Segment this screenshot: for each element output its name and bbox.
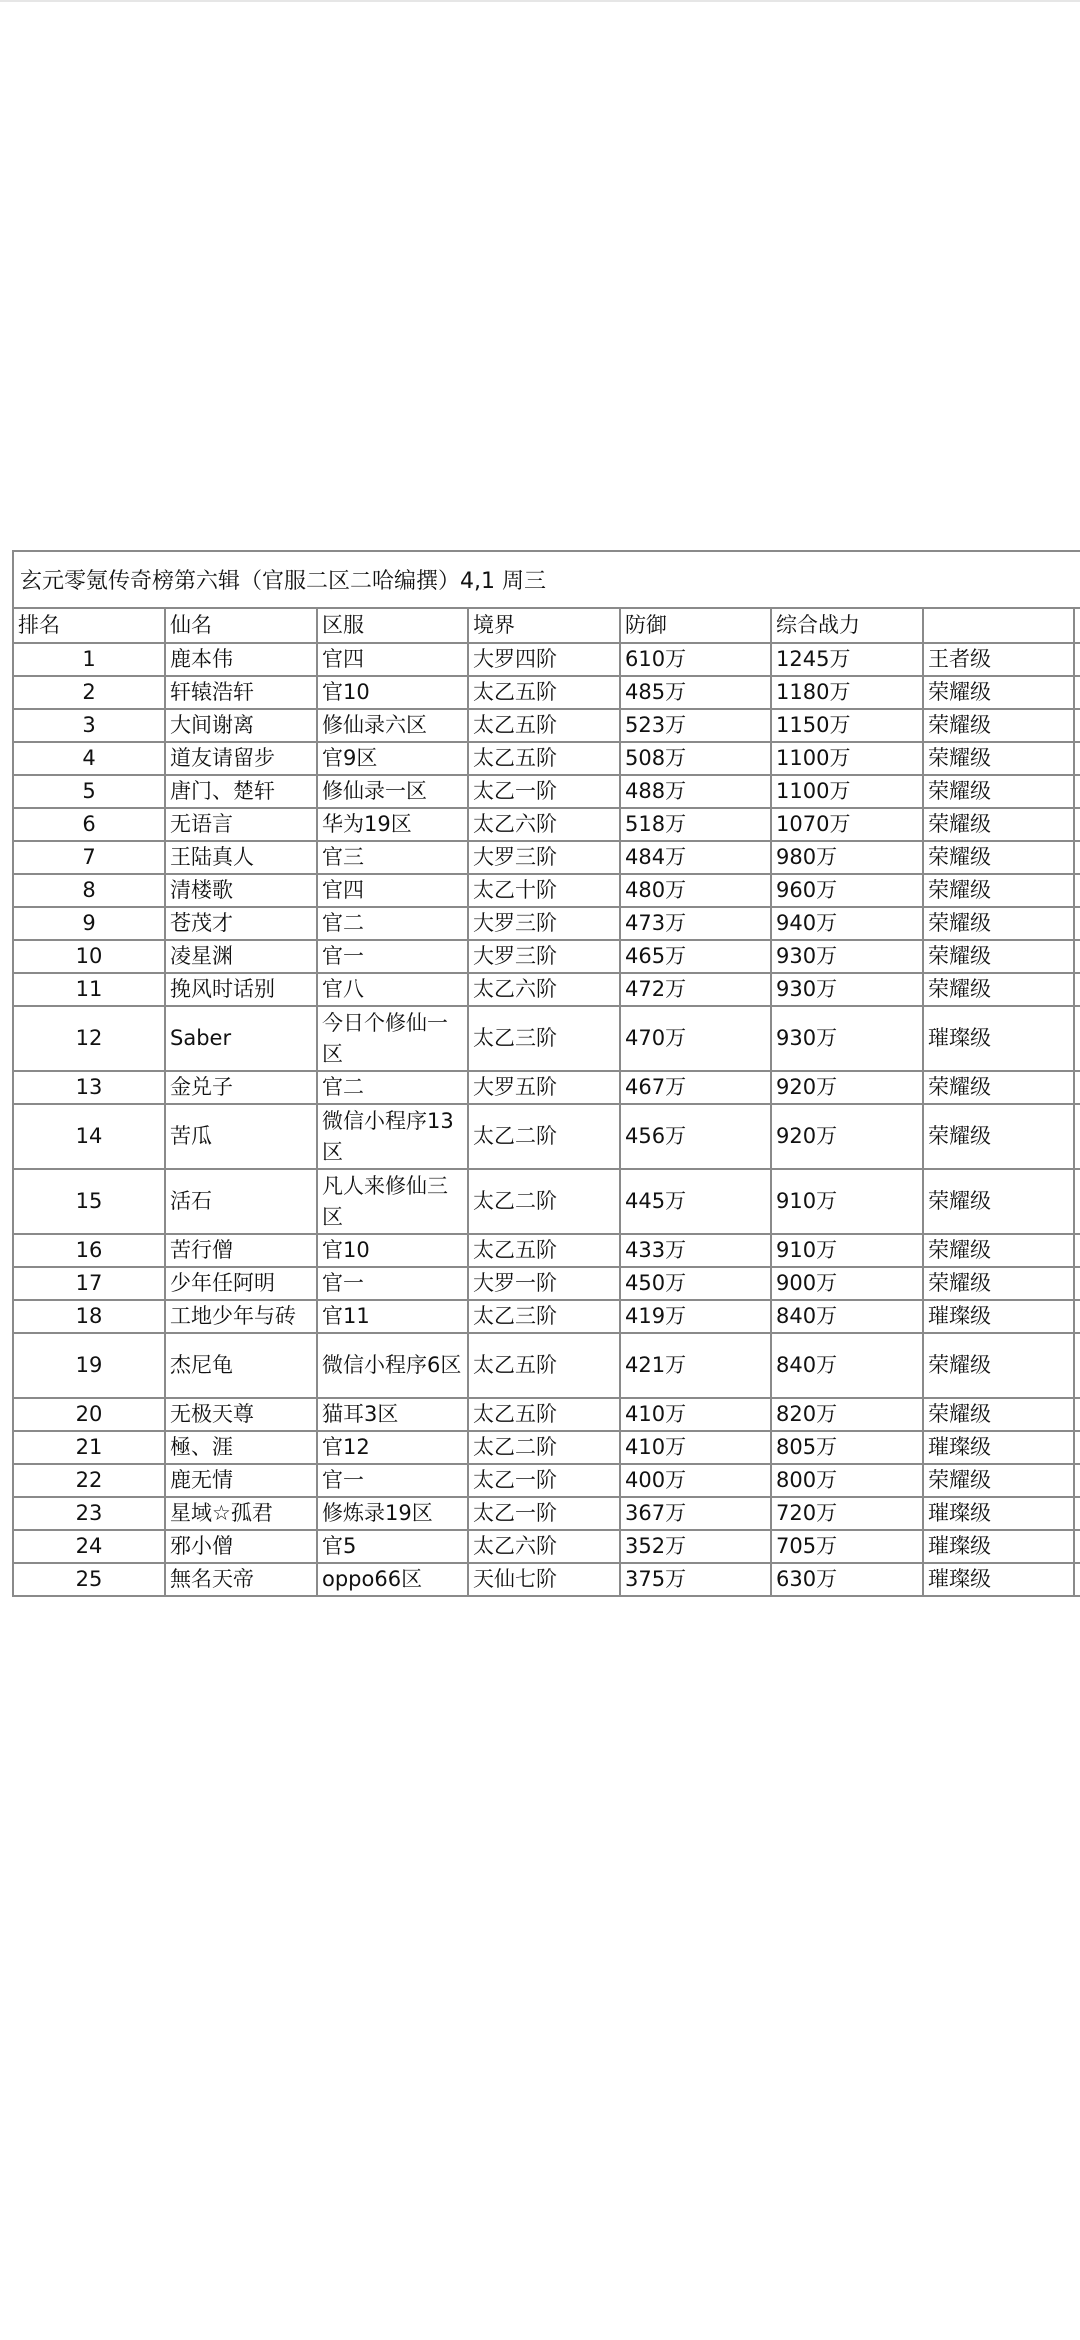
cell-tier: 荣耀级: [923, 775, 1074, 808]
cell-tier: 荣耀级: [923, 808, 1074, 841]
cell-power: 630万: [771, 1563, 923, 1596]
cell-power: 1100万: [771, 775, 923, 808]
cell-tier: 璀璨级: [923, 1300, 1074, 1333]
cell-server: 今日个修仙一区: [317, 1006, 468, 1071]
cell-realm: 大罗三阶: [468, 907, 620, 940]
cell-power: 930万: [771, 973, 923, 1006]
cell-power: 930万: [771, 1006, 923, 1071]
cell-extra: [1074, 940, 1080, 973]
cell-server: 官二: [317, 1071, 468, 1104]
cell-name: 无语言: [165, 808, 317, 841]
cell-defense: 367万: [620, 1497, 771, 1530]
cell-defense: 485万: [620, 676, 771, 709]
cell-server: 官一: [317, 940, 468, 973]
cell-rank: 18: [14, 1300, 165, 1333]
cell-power: 1180万: [771, 676, 923, 709]
cell-extra: [1074, 1006, 1080, 1071]
cell-tier: 荣耀级: [923, 1234, 1074, 1267]
cell-extra: [1074, 841, 1080, 874]
table-row: [14, 775, 1080, 808]
cell-rank: 24: [14, 1530, 165, 1563]
cell-tier: 荣耀级: [923, 742, 1074, 775]
cell-server: 华为19区: [317, 808, 468, 841]
cell-realm: 太乙一阶: [468, 1464, 620, 1497]
table-row: [14, 973, 1080, 1006]
table-row: [14, 1431, 1080, 1464]
cell-extra: [1074, 643, 1080, 676]
cell-tier: 荣耀级: [923, 1333, 1074, 1398]
header-power: 综合战力: [771, 609, 923, 643]
cell-defense: 410万: [620, 1398, 771, 1431]
cell-rank: 15: [14, 1169, 165, 1234]
cell-name: 杰尼龟: [165, 1333, 317, 1398]
cell-name: 苦行僧: [165, 1234, 317, 1267]
sheet-title: 玄元零氪传奇榜第六辑（官服二区二哈编撰）4,1 周三: [14, 552, 1080, 609]
cell-rank: 5: [14, 775, 165, 808]
cell-name: 唐门、楚轩: [165, 775, 317, 808]
cell-rank: 8: [14, 874, 165, 907]
cell-name: 无极天尊: [165, 1398, 317, 1431]
cell-rank: 19: [14, 1333, 165, 1398]
cell-defense: 484万: [620, 841, 771, 874]
table-row: [14, 1169, 1080, 1234]
cell-tier: 荣耀级: [923, 940, 1074, 973]
top-divider: [0, 0, 1080, 2]
cell-server: 微信小程序13区: [317, 1104, 468, 1169]
cell-server: 官9区: [317, 742, 468, 775]
cell-extra: [1074, 973, 1080, 1006]
cell-rank: 14: [14, 1104, 165, 1169]
cell-rank: 17: [14, 1267, 165, 1300]
cell-extra: [1074, 1398, 1080, 1431]
table-row: [14, 1398, 1080, 1431]
cell-rank: 2: [14, 676, 165, 709]
cell-extra: [1074, 1464, 1080, 1497]
table-row: [14, 874, 1080, 907]
cell-power: 805万: [771, 1431, 923, 1464]
cell-rank: 20: [14, 1398, 165, 1431]
cell-tier: 荣耀级: [923, 973, 1074, 1006]
cell-name: 活石: [165, 1169, 317, 1234]
table-row: [14, 1234, 1080, 1267]
table-body: [14, 643, 1080, 1596]
cell-realm: 太乙三阶: [468, 1006, 620, 1071]
cell-realm: 太乙三阶: [468, 1300, 620, 1333]
cell-name: 無名天帝: [165, 1563, 317, 1596]
cell-power: 980万: [771, 841, 923, 874]
header-extra: [1074, 609, 1080, 643]
cell-power: 920万: [771, 1071, 923, 1104]
cell-rank: 4: [14, 742, 165, 775]
cell-defense: 433万: [620, 1234, 771, 1267]
cell-defense: 473万: [620, 907, 771, 940]
table-row: [14, 1464, 1080, 1497]
cell-realm: 太乙六阶: [468, 1530, 620, 1563]
cell-power: 840万: [771, 1300, 923, 1333]
cell-power: 705万: [771, 1530, 923, 1563]
header-server: 区服: [317, 609, 468, 643]
header-defense: 防御: [620, 609, 771, 643]
cell-realm: 大罗四阶: [468, 643, 620, 676]
table-row: [14, 1530, 1080, 1563]
cell-extra: [1074, 1431, 1080, 1464]
cell-server: 官12: [317, 1431, 468, 1464]
cell-realm: 太乙五阶: [468, 1398, 620, 1431]
table-row: [14, 643, 1080, 676]
cell-realm: 大罗三阶: [468, 940, 620, 973]
cell-defense: 523万: [620, 709, 771, 742]
cell-rank: 13: [14, 1071, 165, 1104]
cell-name: 極、涯: [165, 1431, 317, 1464]
table-row: [14, 1300, 1080, 1333]
cell-tier: 荣耀级: [923, 1169, 1074, 1234]
table-row: [14, 940, 1080, 973]
table-row: [14, 709, 1080, 742]
ranking-sheet: [12, 550, 1080, 1597]
cell-defense: 352万: [620, 1530, 771, 1563]
table-row: [14, 1333, 1080, 1398]
cell-name: 鹿无情: [165, 1464, 317, 1497]
cell-rank: 16: [14, 1234, 165, 1267]
cell-power: 930万: [771, 940, 923, 973]
cell-server: 官八: [317, 973, 468, 1006]
cell-rank: 21: [14, 1431, 165, 1464]
cell-extra: [1074, 1530, 1080, 1563]
table-row: [14, 1071, 1080, 1104]
cell-name: 苍茂才: [165, 907, 317, 940]
table-row: [14, 676, 1080, 709]
table-row: [14, 1563, 1080, 1596]
cell-extra: [1074, 1300, 1080, 1333]
cell-server: 官一: [317, 1464, 468, 1497]
cell-realm: 大罗一阶: [468, 1267, 620, 1300]
cell-name: 星域☆孤君: [165, 1497, 317, 1530]
cell-extra: [1074, 742, 1080, 775]
cell-name: 金兑子: [165, 1071, 317, 1104]
table-header-row: [14, 609, 1080, 643]
cell-realm: 太乙二阶: [468, 1431, 620, 1464]
cell-name: 道友请留步: [165, 742, 317, 775]
cell-server: 官二: [317, 907, 468, 940]
cell-defense: 410万: [620, 1431, 771, 1464]
cell-defense: 470万: [620, 1006, 771, 1071]
header-name: 仙名: [165, 609, 317, 643]
cell-defense: 456万: [620, 1104, 771, 1169]
cell-extra: [1074, 1497, 1080, 1530]
cell-name: 凌星渊: [165, 940, 317, 973]
cell-server: 微信小程序6区: [317, 1333, 468, 1398]
cell-power: 910万: [771, 1234, 923, 1267]
cell-server: 凡人来修仙三区: [317, 1169, 468, 1234]
cell-extra: [1074, 1169, 1080, 1234]
cell-power: 900万: [771, 1267, 923, 1300]
table-row: [14, 1104, 1080, 1169]
cell-defense: 472万: [620, 973, 771, 1006]
cell-extra: [1074, 907, 1080, 940]
cell-rank: 9: [14, 907, 165, 940]
cell-defense: 445万: [620, 1169, 771, 1234]
cell-server: 修炼录19区: [317, 1497, 468, 1530]
header-tier: [923, 609, 1074, 643]
cell-realm: 太乙一阶: [468, 1497, 620, 1530]
cell-defense: 518万: [620, 808, 771, 841]
cell-power: 920万: [771, 1104, 923, 1169]
cell-power: 840万: [771, 1333, 923, 1398]
cell-server: 修仙录六区: [317, 709, 468, 742]
cell-realm: 大罗五阶: [468, 1071, 620, 1104]
cell-power: 1245万: [771, 643, 923, 676]
cell-defense: 508万: [620, 742, 771, 775]
cell-server: 官10: [317, 676, 468, 709]
cell-defense: 467万: [620, 1071, 771, 1104]
cell-name: 工地少年与砖: [165, 1300, 317, 1333]
cell-power: 820万: [771, 1398, 923, 1431]
cell-rank: 23: [14, 1497, 165, 1530]
cell-tier: 璀璨级: [923, 1530, 1074, 1563]
cell-tier: 荣耀级: [923, 1398, 1074, 1431]
cell-defense: 375万: [620, 1563, 771, 1596]
table-row: [14, 907, 1080, 940]
cell-extra: [1074, 1071, 1080, 1104]
cell-server: 修仙录一区: [317, 775, 468, 808]
cell-power: 1100万: [771, 742, 923, 775]
cell-tier: 璀璨级: [923, 1563, 1074, 1596]
cell-tier: 璀璨级: [923, 1006, 1074, 1071]
cell-realm: 太乙五阶: [468, 709, 620, 742]
cell-server: 官10: [317, 1234, 468, 1267]
cell-server: 官5: [317, 1530, 468, 1563]
cell-defense: 450万: [620, 1267, 771, 1300]
header-realm: 境界: [468, 609, 620, 643]
cell-tier: 荣耀级: [923, 874, 1074, 907]
cell-realm: 太乙五阶: [468, 1333, 620, 1398]
cell-server: 猫耳3区: [317, 1398, 468, 1431]
cell-server: 官四: [317, 643, 468, 676]
cell-realm: 太乙一阶: [468, 775, 620, 808]
cell-tier: 璀璨级: [923, 1497, 1074, 1530]
cell-defense: 610万: [620, 643, 771, 676]
cell-server: 官11: [317, 1300, 468, 1333]
cell-rank: 11: [14, 973, 165, 1006]
cell-tier: 荣耀级: [923, 709, 1074, 742]
cell-defense: 488万: [620, 775, 771, 808]
cell-power: 1070万: [771, 808, 923, 841]
cell-power: 800万: [771, 1464, 923, 1497]
table-row: [14, 742, 1080, 775]
cell-realm: 太乙六阶: [468, 973, 620, 1006]
cell-name: 清楼歌: [165, 874, 317, 907]
cell-realm: 太乙六阶: [468, 808, 620, 841]
cell-server: 官四: [317, 874, 468, 907]
cell-extra: [1074, 1234, 1080, 1267]
table-row: [14, 1267, 1080, 1300]
cell-realm: 太乙五阶: [468, 1234, 620, 1267]
cell-rank: 22: [14, 1464, 165, 1497]
ranking-table: [14, 609, 1080, 1597]
cell-extra: [1074, 676, 1080, 709]
cell-tier: 荣耀级: [923, 1267, 1074, 1300]
cell-defense: 400万: [620, 1464, 771, 1497]
cell-extra: [1074, 775, 1080, 808]
cell-extra: [1074, 1333, 1080, 1398]
cell-name: 挽风时话别: [165, 973, 317, 1006]
cell-power: 1150万: [771, 709, 923, 742]
cell-server: oppo66区: [317, 1563, 468, 1596]
cell-server: 官一: [317, 1267, 468, 1300]
cell-tier: 荣耀级: [923, 841, 1074, 874]
cell-realm: 太乙二阶: [468, 1104, 620, 1169]
cell-realm: 大罗三阶: [468, 841, 620, 874]
cell-power: 960万: [771, 874, 923, 907]
cell-name: 大间谢离: [165, 709, 317, 742]
cell-power: 940万: [771, 907, 923, 940]
cell-extra: [1074, 1104, 1080, 1169]
cell-rank: 10: [14, 940, 165, 973]
cell-tier: 璀璨级: [923, 1431, 1074, 1464]
cell-name: Saber: [165, 1006, 317, 1071]
table-row: [14, 841, 1080, 874]
cell-realm: 太乙五阶: [468, 742, 620, 775]
cell-tier: 荣耀级: [923, 1071, 1074, 1104]
cell-defense: 480万: [620, 874, 771, 907]
cell-rank: 6: [14, 808, 165, 841]
cell-name: 鹿本伟: [165, 643, 317, 676]
cell-realm: 太乙五阶: [468, 676, 620, 709]
cell-extra: [1074, 874, 1080, 907]
cell-extra: [1074, 1267, 1080, 1300]
table-row: [14, 808, 1080, 841]
table-row: [14, 1497, 1080, 1530]
cell-realm: 天仙七阶: [468, 1563, 620, 1596]
cell-name: 邪小僧: [165, 1530, 317, 1563]
table-row: [14, 1006, 1080, 1071]
cell-extra: [1074, 808, 1080, 841]
cell-tier: 王者级: [923, 643, 1074, 676]
cell-tier: 荣耀级: [923, 1464, 1074, 1497]
cell-realm: 太乙十阶: [468, 874, 620, 907]
cell-defense: 465万: [620, 940, 771, 973]
cell-server: 官三: [317, 841, 468, 874]
cell-defense: 419万: [620, 1300, 771, 1333]
cell-rank: 7: [14, 841, 165, 874]
cell-extra: [1074, 1563, 1080, 1596]
cell-realm: 太乙二阶: [468, 1169, 620, 1234]
cell-rank: 3: [14, 709, 165, 742]
cell-name: 轩辕浩轩: [165, 676, 317, 709]
cell-power: 720万: [771, 1497, 923, 1530]
cell-name: 王陆真人: [165, 841, 317, 874]
cell-name: 苦瓜: [165, 1104, 317, 1169]
cell-rank: 1: [14, 643, 165, 676]
cell-power: 910万: [771, 1169, 923, 1234]
cell-tier: 荣耀级: [923, 676, 1074, 709]
cell-tier: 荣耀级: [923, 907, 1074, 940]
cell-extra: [1074, 709, 1080, 742]
cell-tier: 荣耀级: [923, 1104, 1074, 1169]
header-rank: 排名: [14, 609, 165, 643]
cell-rank: 12: [14, 1006, 165, 1071]
cell-name: 少年任阿明: [165, 1267, 317, 1300]
cell-rank: 25: [14, 1563, 165, 1596]
cell-defense: 421万: [620, 1333, 771, 1398]
